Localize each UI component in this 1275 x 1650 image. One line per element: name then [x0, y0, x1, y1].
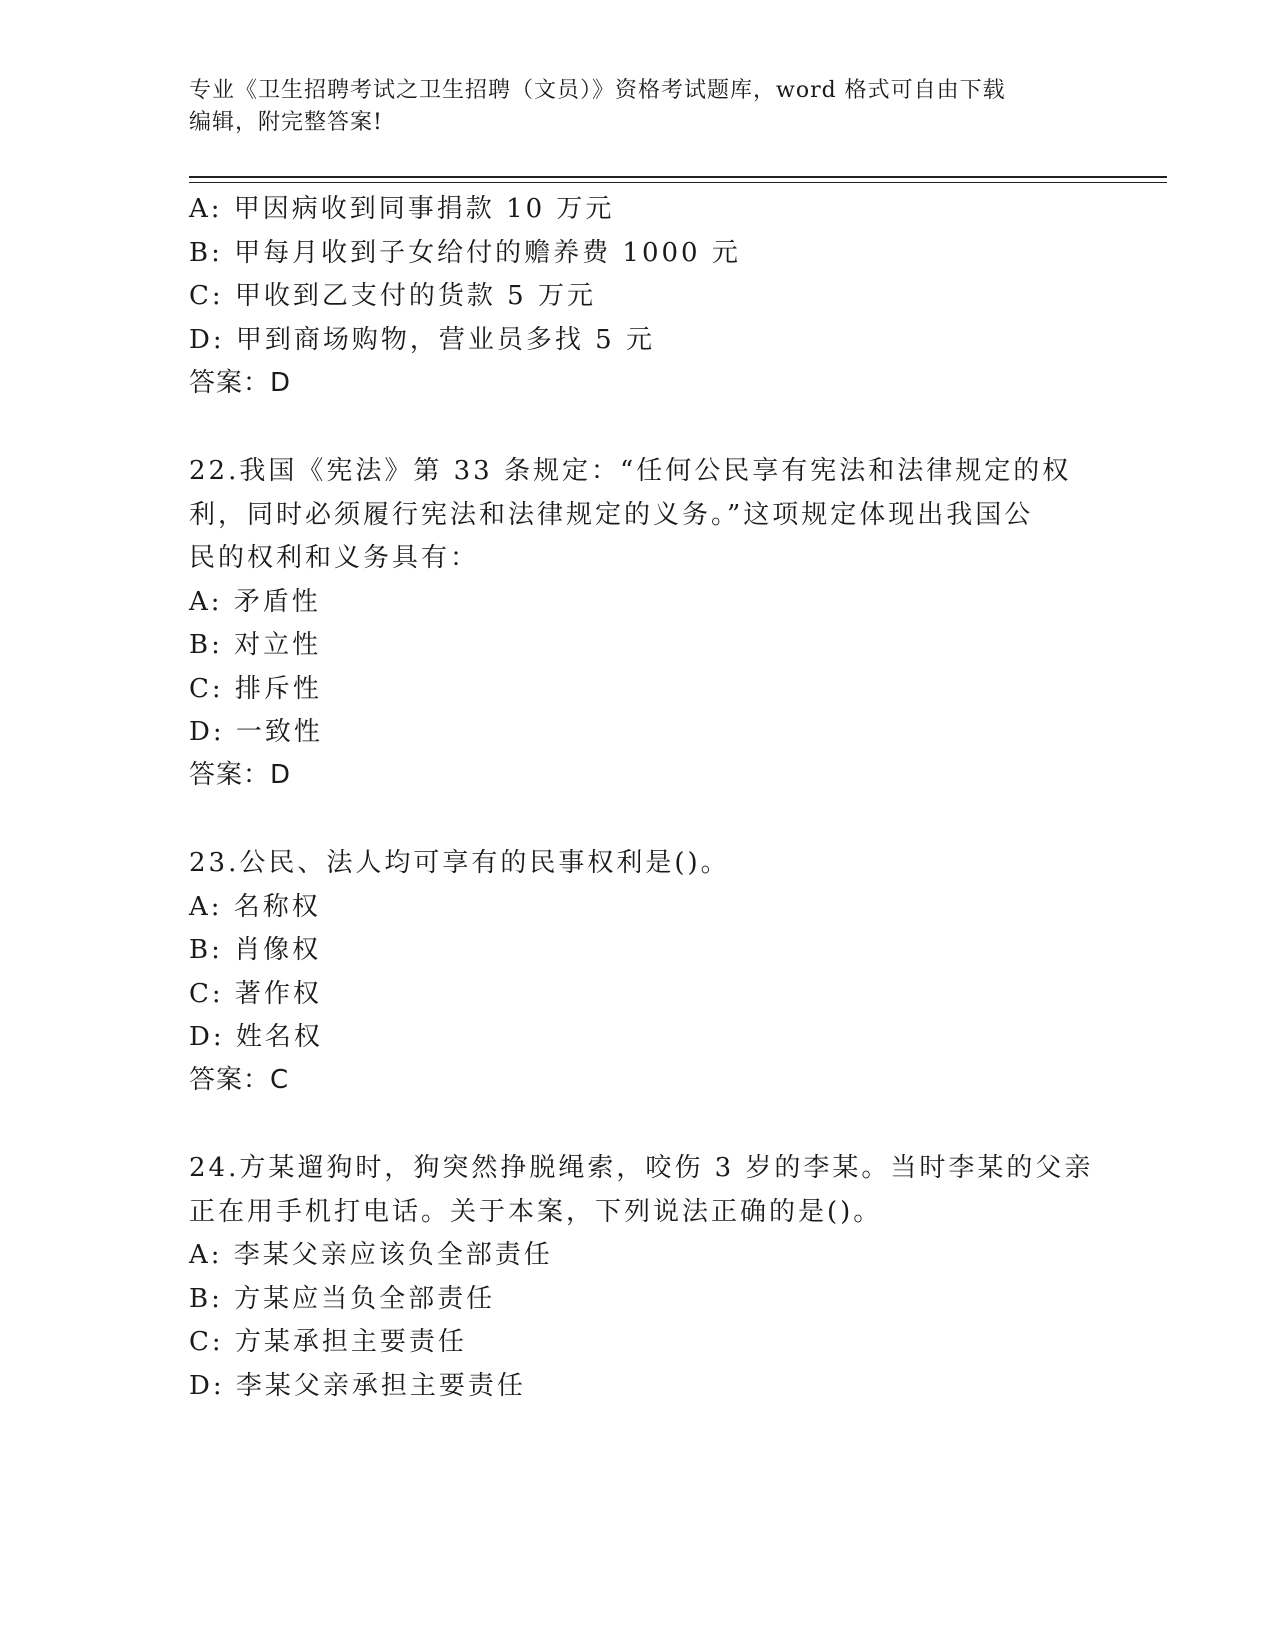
q21-option-d: D: 甲到商场购物，营业员多找 5 元: [189, 325, 655, 355]
document-header: [189, 75, 1069, 139]
q24-option-b: B: 方某应当负全部责任: [189, 1284, 496, 1314]
header-divider-thick: [189, 176, 1167, 178]
q21-option-a: A: 甲因病收到同事捐款 10 万元: [189, 194, 615, 224]
q22-answer: 答案：D: [189, 760, 292, 790]
header-divider-thin: [189, 182, 1167, 183]
q22-stem-line-3: 民的权利和义务具有：: [189, 543, 480, 573]
q24-stem-line-1: 24.方某遛狗时，狗突然挣脱绳索，咬伤 3 岁的李某。当时李某的父亲: [189, 1153, 1094, 1183]
q22-option-d: D: 一致性: [189, 717, 323, 747]
q24-option-d: D: 李某父亲承担主要责任: [189, 1371, 526, 1401]
q24-stem-line-2: 正在用手机打电话。关于本案，下列说法正确的是()。: [189, 1197, 883, 1227]
q23-option-c: C: 著作权: [189, 979, 322, 1009]
q22-stem-line-1: 22.我国《宪法》第 33 条规定：“任何公民享有宪法和法律规定的权: [189, 456, 1072, 486]
q23-option-b: B: 肖像权: [189, 935, 322, 965]
q21-answer: 答案：D: [189, 368, 292, 398]
q22-stem-line-2: 利，同时必须履行宪法和法律规定的义务。”这项规定体现出我国公: [189, 500, 1034, 530]
q24-option-c: C: 方某承担主要责任: [189, 1327, 467, 1357]
q22-option-b: B: 对立性: [189, 630, 322, 660]
q21-option-b: B: 甲每月收到子女给付的赡养费 1000 元: [189, 238, 741, 268]
q22-option-c: C: 排斥性: [189, 674, 322, 704]
q21-option-c: C: 甲收到乙支付的货款 5 万元: [189, 281, 596, 311]
header-line-1: 专业《卫生招聘考试之卫生招聘（文员）》资格考试题库，word 格式可自由下载: [189, 78, 1006, 103]
q23-stem-line-1: 23.公民、法人均可享有的民事权利是()。: [189, 848, 730, 878]
q24-option-a: A: 李某父亲应该负全部责任: [189, 1240, 553, 1270]
q23-option-a: A: 名称权: [189, 892, 321, 922]
q23-option-d: D: 姓名权: [189, 1022, 323, 1052]
header-line-2: 编辑，附完整答案!: [189, 110, 383, 135]
q22-option-a: A: 矛盾性: [189, 587, 321, 617]
q23-answer: 答案：C: [189, 1065, 290, 1095]
